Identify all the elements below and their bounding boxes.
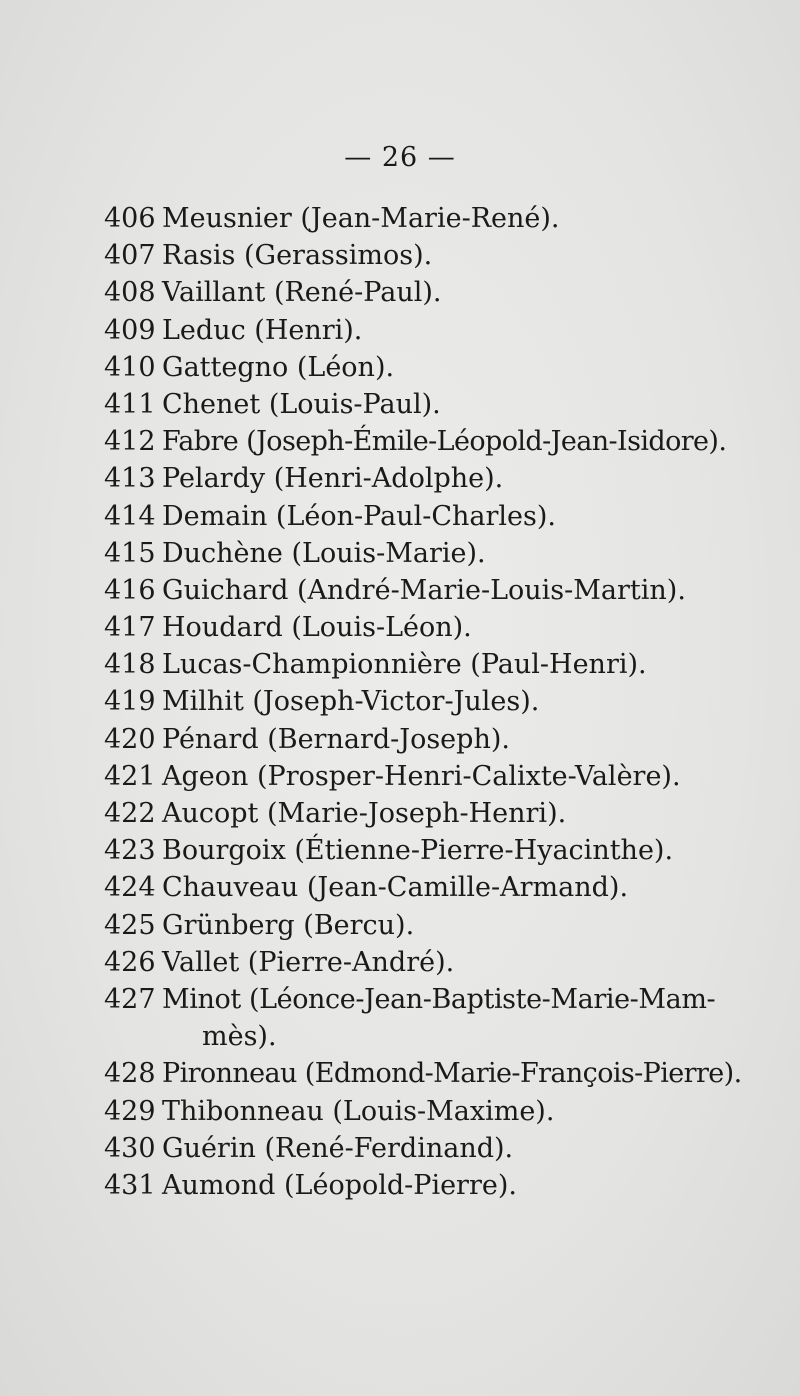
- list-item: [0, 944, 800, 981]
- entry-name: Guichard (André-Marie-Louis-Martin).: [162, 574, 686, 606]
- list-item: [0, 907, 800, 944]
- entry-number: 430: [104, 1132, 156, 1164]
- entry-number: 424: [104, 872, 156, 904]
- entry-name: Pelardy (Henri-Adolphe).: [162, 463, 504, 495]
- entry-name: Aucopt (Marie-Joseph-Henri).: [162, 798, 567, 829]
- entry-name: Pironneau (Edmond-Marie-François-Pierre).: [162, 1058, 742, 1090]
- entry-number: 426: [104, 946, 156, 978]
- list-item: [0, 237, 800, 274]
- entry-number: 409: [104, 314, 156, 346]
- entry-list: [0, 200, 800, 1204]
- entry-number: 407: [104, 240, 156, 272]
- entry-number: 421: [104, 760, 156, 792]
- entry-name: Houdard (Louis-Léon).: [162, 612, 472, 644]
- entry-name: Chenet (Louis-Paul).: [162, 388, 441, 420]
- entry-name: Leduc (Henri).: [162, 314, 363, 346]
- list-item: [0, 1167, 800, 1204]
- list-item: [0, 386, 800, 423]
- list-item: [0, 683, 800, 720]
- entry-number: 415: [104, 537, 156, 569]
- entry-name: Pénard (Bernard-Joseph).: [162, 723, 510, 755]
- entry-name: Gattegno (Léon).: [162, 351, 395, 383]
- list-item: [0, 200, 800, 237]
- entry-name-continuation: mès).: [202, 1020, 277, 1052]
- list-item: [0, 869, 800, 906]
- list-item: [0, 460, 800, 497]
- entry-number: 417: [104, 612, 156, 644]
- page-number: — 26 —: [344, 142, 456, 173]
- entry-name: Bourgoix (Étienne-Pierre-Hyacinthe).: [162, 835, 674, 867]
- entry-number: 423: [104, 835, 156, 867]
- entry-name: Meusnier (Jean-Marie-René).: [162, 203, 560, 234]
- list-item: [0, 795, 800, 832]
- entry-number: 408: [104, 277, 156, 309]
- entry-number: 418: [104, 649, 156, 681]
- list-item: [0, 981, 800, 1055]
- entry-number: 422: [104, 798, 156, 829]
- entry-name: Demain (Léon-Paul-Charles).: [162, 500, 556, 532]
- entry-number: 414: [104, 500, 156, 532]
- list-item: [0, 349, 800, 386]
- list-item: [0, 609, 800, 646]
- list-item: [0, 498, 800, 535]
- entry-number: 416: [104, 574, 156, 606]
- entry-number: 406: [104, 203, 156, 234]
- entry-name: Aumond (Léopold-Pierre).: [162, 1169, 517, 1201]
- list-item: [0, 1093, 800, 1130]
- entry-number: 428: [104, 1058, 156, 1090]
- entry-name: Minot (Léonce-Jean-Baptiste-Marie-Mam-: [162, 983, 716, 1015]
- list-item: [0, 721, 800, 758]
- list-item: [0, 535, 800, 572]
- entry-name: Lucas-Championnière (Paul-Henri).: [162, 649, 647, 681]
- list-item: [0, 572, 800, 609]
- entry-name: Grünberg (Bercu).: [162, 909, 415, 941]
- list-item: [0, 312, 800, 349]
- entry-name: Ageon (Prosper-Henri-Calixte-Valère).: [162, 760, 681, 792]
- list-item: [0, 1055, 800, 1092]
- entry-number: 410: [104, 351, 156, 383]
- entry-name: Milhit (Joseph-Victor-Jules).: [162, 686, 540, 718]
- entry-number: 413: [104, 463, 156, 495]
- entry-number: 425: [104, 909, 156, 941]
- entry-number: 411: [104, 388, 156, 420]
- entry-number: 431: [104, 1169, 156, 1201]
- list-item: [0, 1130, 800, 1167]
- entry-name: Chauveau (Jean-Camille-Armand).: [162, 872, 629, 904]
- entry-name: Fabre (Joseph-Émile-Léopold-Jean-Isidore).: [162, 426, 727, 458]
- entry-name: Vaillant (René-Paul).: [162, 277, 442, 309]
- list-item: [0, 832, 800, 869]
- list-item: [0, 274, 800, 311]
- list-item: [0, 423, 800, 460]
- entry-name: Vallet (Pierre-André).: [162, 946, 455, 978]
- entry-name: Guérin (René-Ferdinand).: [162, 1132, 514, 1164]
- entry-number: 420: [104, 723, 156, 755]
- entry-name: Duchène (Louis-Marie).: [162, 537, 486, 569]
- entry-number: 429: [104, 1095, 156, 1127]
- entry-number: 419: [104, 686, 156, 718]
- list-item: [0, 758, 800, 795]
- list-item: [0, 646, 800, 683]
- entry-name: Rasis (Gerassimos).: [162, 240, 433, 272]
- entry-name: Thibonneau (Louis-Maxime).: [162, 1095, 555, 1127]
- entry-number: 427: [104, 983, 156, 1015]
- entry-number: 412: [104, 426, 156, 458]
